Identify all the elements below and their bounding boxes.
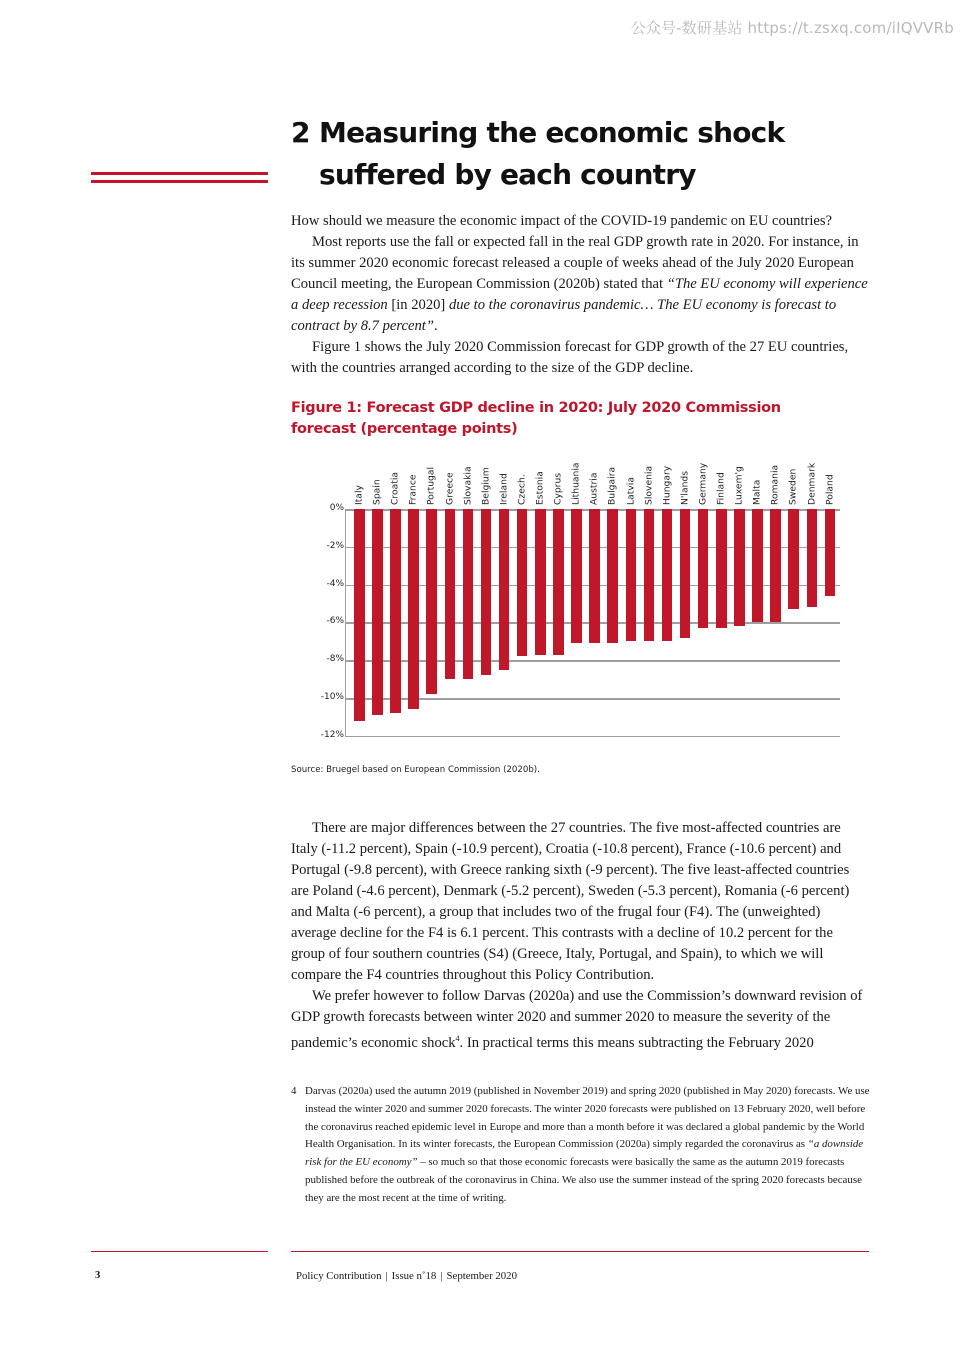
country-label: Poland: [824, 474, 836, 505]
y-tick-label: -12%: [320, 729, 344, 740]
bar: [571, 509, 582, 643]
gridline: [345, 660, 840, 662]
footer-issue: Issue n˚18: [391, 1270, 437, 1282]
y-tick-label: -8%: [326, 654, 344, 665]
footer-date: September 2020: [446, 1270, 517, 1282]
bar: [698, 509, 709, 628]
country-label: Cyprus: [552, 472, 564, 505]
country-label: N'lands: [679, 470, 691, 505]
gridline: [345, 736, 840, 738]
section-rule-top: [91, 172, 268, 175]
bar: [445, 509, 456, 679]
x-tick-label: [696, 455, 710, 505]
bar: [626, 509, 637, 641]
figure-source: Source: Bruegel based on European Commission (2020b).: [291, 765, 540, 775]
x-tick-label: [660, 455, 674, 505]
country-label: Czech.: [516, 474, 528, 505]
bar: [535, 509, 546, 655]
bar: [770, 509, 781, 622]
footnote-text-b: – so much so that those economic forecasts were basically the same as the autumn 2019 forecasts published before the outbreak of the coronavirus in China. We also use the summer instead of the spring 2020 forecasts because they are the most recent at the time of writing.: [305, 1156, 862, 1204]
figure-title: Figure 1: Forecast GDP decline in 2020: July 2020 Commission forecast (percentage points): [291, 400, 781, 437]
x-tick-label: [605, 455, 619, 505]
country-label: Bulgaira: [606, 466, 618, 505]
x-tick-label: [768, 455, 782, 505]
x-tick-label: [406, 455, 420, 505]
intro-p2-quote-1: “The EU economy will experience a deep recession: [291, 276, 868, 313]
intro-text: [291, 211, 869, 379]
country-label: Finland: [715, 472, 727, 505]
bar: [680, 509, 691, 638]
bar: [662, 509, 673, 641]
page-number: 3: [95, 1270, 101, 1281]
footer-publication: Policy Contribution: [296, 1270, 382, 1282]
discussion-paragraph-1: There are major differences between the 27 countries. The five most-affected countries are Italy (-11.2 percent), Spain (-10.9 percent), Croatia (-10.8 percent), France (-10.6 percent) and Portugal (-9.8 percent), with Greece ranking sixth (-9 percent). The five least-affected countries are Poland (-4.6 percent), Denmark (-5.2 percent), Sweden (-5.3 percent), Romania (-6 percent) and Malta (-6 percent), a group that includes two of the frugal four (F4). The (unweighted) average decline for the F4 is 6.1 percent. This contrasts with a decline of 10.2 percent for the group of four southern countries (S4) (Greece, Italy, Portugal, and Spain), to which we will compare the F4 countries throughout this Policy Contribution.: [291, 820, 850, 983]
footnote-text-a: Darvas (2020a) used the autumn 2019 (published in November 2019) and spring 2020 (published in May 2020) forecasts. We use instead the winter 2020 and summer 2020 forecasts. The winter 2020 forecasts were published on 13 February 2020, well before the coronavirus reached epidemic level in Europe and more than a month before it was declared a global pandemic by the World Health Organisation. In its winter forecasts, the European Commission (2020a) simply regarded the coronavirus as: [305, 1085, 870, 1151]
x-tick-label: [479, 455, 493, 505]
discussion-p2-end: . In practical terms this means subtracting the February 2020: [459, 1034, 814, 1051]
footer-rule-right: [291, 1251, 869, 1252]
y-tick-label: -2%: [326, 540, 344, 551]
gridline: [345, 698, 840, 700]
country-label: Denmark: [806, 462, 817, 505]
country-label: Hungary: [661, 465, 673, 505]
x-tick-label: [533, 455, 547, 505]
intro-p2-text: Most reports use the fall or expected fall in the real GDP growth rate in 2020. For instance, in its summer 2020 economic forecast released a couple of weeks ahead of the July 2020 European Council meeting, the European Commission (2020b) stated that: [291, 234, 859, 292]
x-tick-label: [624, 455, 638, 505]
discussion-paragraph-2: [291, 986, 869, 1054]
bar: [481, 509, 492, 675]
bar: [499, 509, 510, 670]
country-label: Spain: [371, 479, 383, 505]
bar: [607, 509, 618, 643]
watermark-text: 公众号-数研基站 https://t.zsxq.com/iIQVVRb: [630, 19, 954, 37]
bar: [390, 509, 401, 713]
intro-p2-quote-2: due to the coronavirus pandemic… The EU economy is forecast to contract by 8.7 percent”: [291, 297, 837, 334]
x-tick-label: [515, 455, 529, 505]
footer-publication-info: [296, 1270, 517, 1282]
country-label: Belgium: [480, 467, 492, 505]
y-tick-label: -4%: [326, 578, 344, 589]
x-tick-label: [750, 455, 764, 505]
country-label: Ireland: [498, 473, 510, 505]
x-tick-label: [678, 455, 692, 505]
intro-p2-end: .: [433, 318, 438, 334]
bar: [716, 509, 727, 628]
bar: [354, 509, 365, 721]
footnote-text: [291, 1083, 871, 1208]
bar: [825, 509, 836, 596]
bar: [372, 509, 383, 715]
country-label: France: [407, 474, 419, 505]
country-label: Luxem'g: [733, 466, 745, 505]
country-label: Estonia: [534, 471, 546, 505]
x-tick-label: [388, 455, 402, 505]
country-label: Italy: [353, 485, 365, 505]
section-heading: [291, 112, 871, 196]
country-label: Latvia: [625, 477, 636, 505]
x-tick-label: [642, 455, 656, 505]
x-tick-label: [569, 455, 583, 505]
x-tick-label: [823, 455, 837, 505]
bar: [807, 509, 818, 607]
y-tick-label: 0%: [329, 503, 344, 513]
country-label: Slovenia: [643, 465, 655, 505]
bar: [517, 509, 528, 656]
x-tick-label: [443, 455, 457, 505]
bar: [734, 509, 745, 626]
bar: [426, 509, 437, 694]
intro-paragraph-2: [291, 232, 869, 337]
footnote: [291, 1083, 871, 1208]
x-tick-label: [714, 455, 728, 505]
section-number: 2: [291, 116, 310, 149]
bar: [788, 509, 799, 609]
x-tick-label: [587, 455, 601, 505]
bar: [752, 509, 763, 622]
intro-paragraph-1: How should we measure the economic impact of the COVID-19 pandemic on EU countries?: [291, 213, 833, 229]
country-label: Germany: [697, 462, 709, 505]
footnote-quote: “a downside risk for the EU economy”: [305, 1138, 864, 1169]
discussion-p2-text: We prefer however to follow Darvas (2020a) and use the Commission’s downward revision of GDP growth forecasts between winter 2020 and summer 2020 to measure the severity of the pandemic’s economic shock: [291, 988, 863, 1051]
country-label: Sweden: [787, 468, 799, 505]
footnote-number: 4: [291, 1085, 297, 1097]
x-tick-label: [461, 455, 475, 505]
section-rule-bottom: [91, 180, 268, 183]
x-tick-label: [805, 455, 819, 505]
country-label: Romania: [769, 464, 781, 505]
country-label: Austria: [588, 472, 600, 505]
bar: [408, 509, 419, 709]
x-tick-label: [732, 455, 746, 505]
country-label: Slovakia: [462, 466, 474, 505]
intro-p2-bracket: [in 2020]: [387, 297, 449, 313]
country-label: Greece: [444, 472, 455, 505]
footer-separator: |: [385, 1270, 388, 1282]
intro-paragraph-3: Figure 1 shows the July 2020 Commission forecast for GDP growth of the 27 EU countries, with the countries arranged according to the size of the GDP decline.: [291, 339, 849, 376]
bar: [463, 509, 474, 679]
section-title: Measuring the economic shock suffered by each country: [319, 116, 785, 191]
x-tick-label: [370, 455, 384, 505]
x-tick-label: [352, 455, 366, 505]
x-tick-label: [424, 455, 438, 505]
country-label: Malta: [751, 479, 763, 505]
x-tick-label: [497, 455, 511, 505]
footnote-reference[interactable]: 4: [455, 1034, 460, 1043]
x-tick-label: [786, 455, 800, 505]
bar: [553, 509, 564, 655]
bar: [589, 509, 600, 643]
y-tick-label: -6%: [326, 616, 344, 627]
country-label: Portugal: [425, 466, 437, 505]
y-tick-label: -10%: [320, 692, 344, 702]
bar-chart: [290, 455, 850, 755]
bar: [644, 509, 655, 641]
footer-separator: |: [440, 1270, 443, 1282]
footer-rule-left: [91, 1251, 268, 1252]
country-label: Lithuania: [570, 462, 582, 505]
x-tick-label: [551, 455, 565, 505]
country-label: Croatia: [389, 471, 401, 505]
discussion-text: [291, 818, 869, 1054]
